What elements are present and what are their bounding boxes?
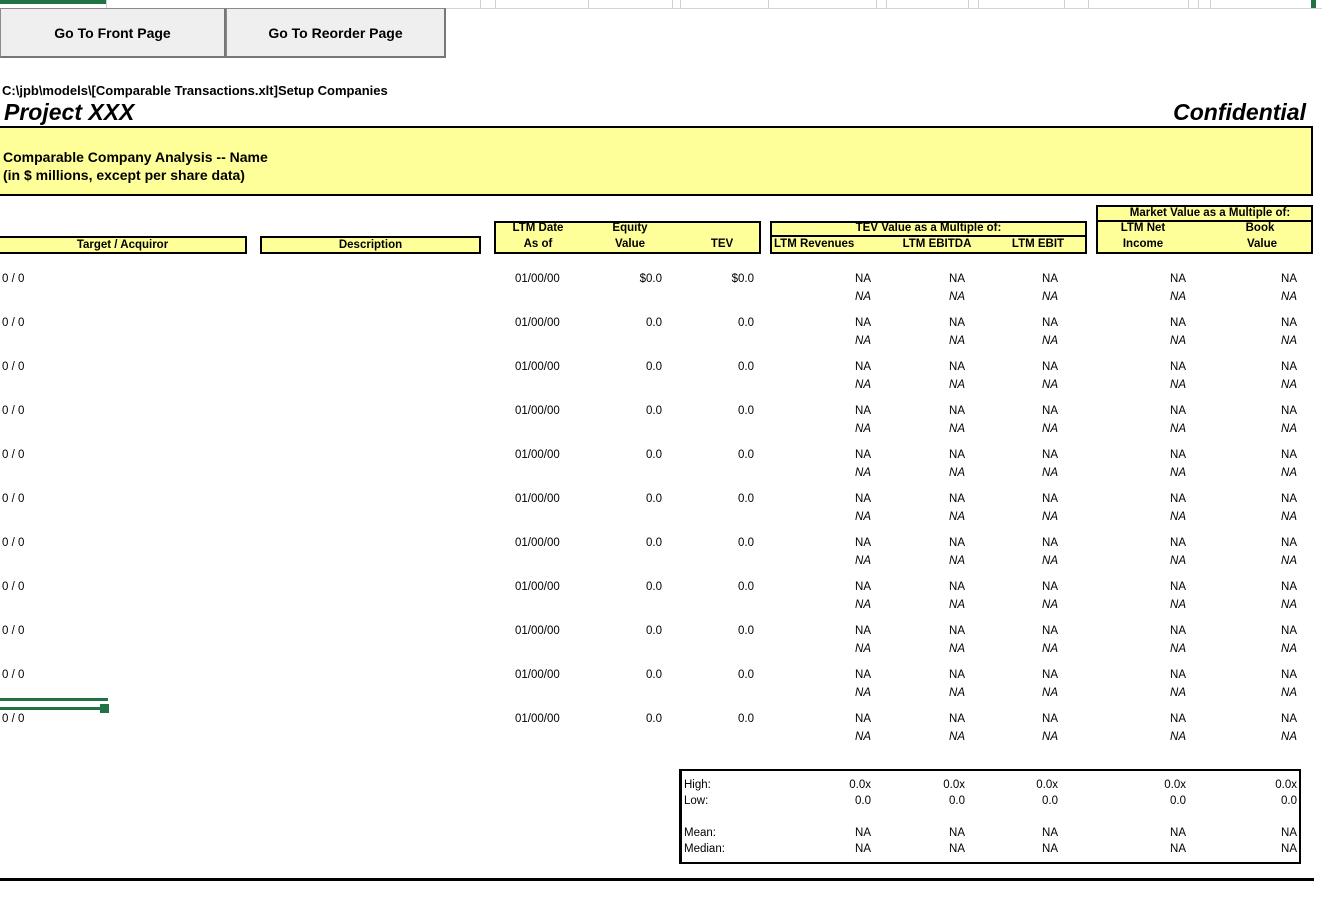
row-ebitda-value: NA xyxy=(949,273,965,285)
header-target-acquiror xyxy=(0,236,247,254)
analysis-subtitle: (in $ millions, except per share data) xyxy=(3,167,245,183)
header-ltm-net-line1: LTM Net xyxy=(1120,222,1166,234)
stat-label-low: Low: xyxy=(684,795,709,807)
stat-book-low: 0.0 xyxy=(1281,795,1297,807)
row-target-acquiror: 0 / 0 xyxy=(2,273,25,285)
stat-net-mean: NA xyxy=(1170,827,1186,839)
file-path: C:\jpb\models\[Comparable Transactions.xlt]Setup Companies xyxy=(2,83,388,98)
row-equity-value: 0.0 xyxy=(646,669,662,681)
row-book-value: NA xyxy=(1281,625,1297,637)
column-divider xyxy=(480,0,481,8)
row-net-value: NA xyxy=(1170,625,1186,637)
row-ebit-forward-value: NA xyxy=(1042,467,1058,479)
header-book-line1: Book xyxy=(1245,222,1275,234)
row-ebitda-forward-value: NA xyxy=(949,335,965,347)
column-divider xyxy=(680,0,681,8)
header-book-line2: Value xyxy=(1246,238,1278,250)
row-ltm-date: 01/00/00 xyxy=(515,405,560,417)
row-book-forward-value: NA xyxy=(1281,423,1297,435)
header-target-acquiror-label: Target / Acquiror xyxy=(76,239,169,251)
row-equity-value: 0.0 xyxy=(646,405,662,417)
row-ltm-date: 01/00/00 xyxy=(515,537,560,549)
stat-book-mean: NA xyxy=(1281,827,1297,839)
row-ebit-value: NA xyxy=(1042,537,1058,549)
row-tev-value: 0.0 xyxy=(738,449,754,461)
row-equity-value: 0.0 xyxy=(646,317,662,329)
row-ebit-forward-value: NA xyxy=(1042,687,1058,699)
row-ebitda-value: NA xyxy=(949,493,965,505)
row-ltm-date: 01/00/00 xyxy=(515,669,560,681)
row-book-forward-value: NA xyxy=(1281,379,1297,391)
row-target-acquiror: 0 / 0 xyxy=(2,493,25,505)
go-to-front-page-button[interactable]: Go To Front Page xyxy=(0,8,226,58)
header-equity-line1: Equity xyxy=(612,222,648,234)
row-target-acquiror: 0 / 0 xyxy=(2,581,25,593)
row-ebit-forward-value: NA xyxy=(1042,291,1058,303)
row-tev-value: 0.0 xyxy=(738,625,754,637)
row-book-value: NA xyxy=(1281,581,1297,593)
column-divider xyxy=(588,0,589,8)
row-net-forward-value: NA xyxy=(1170,731,1186,743)
header-equity-line2: Value xyxy=(614,238,646,250)
confidential-label: Confidential xyxy=(1173,99,1306,125)
row-target-acquiror: 0 / 0 xyxy=(2,361,25,373)
row-rev-value: NA xyxy=(855,493,871,505)
row-ebitda-forward-value: NA xyxy=(949,643,965,655)
cell-selection-border xyxy=(0,707,108,710)
stat-ebit-high: 0.0x xyxy=(1036,779,1058,791)
header-ltm-date-line1: LTM Date xyxy=(512,222,564,234)
column-divider xyxy=(768,0,769,8)
row-net-forward-value: NA xyxy=(1170,555,1186,567)
row-ebitda-forward-value: NA xyxy=(949,379,965,391)
header-description-label: Description xyxy=(338,239,403,251)
column-divider xyxy=(1064,0,1065,8)
row-net-forward-value: NA xyxy=(1170,291,1186,303)
row-rev-forward-value: NA xyxy=(855,643,871,655)
row-ltm-date: 01/00/00 xyxy=(515,317,560,329)
row-equity-value: 0.0 xyxy=(646,449,662,461)
row-rev-forward-value: NA xyxy=(855,511,871,523)
row-net-forward-value: NA xyxy=(1170,379,1186,391)
header-ltm-revenues: LTM Revenues xyxy=(774,238,855,250)
row-rev-value: NA xyxy=(855,361,871,373)
stat-net-low: 0.0 xyxy=(1170,795,1186,807)
header-ltm-net-line2: Income xyxy=(1122,238,1164,250)
row-ebitda-forward-value: NA xyxy=(949,599,965,611)
row-book-forward-value: NA xyxy=(1281,555,1297,567)
row-ebit-value: NA xyxy=(1042,669,1058,681)
row-net-value: NA xyxy=(1170,361,1186,373)
row-book-value: NA xyxy=(1281,405,1297,417)
row-ebitda-value: NA xyxy=(949,581,965,593)
column-divider xyxy=(672,0,673,8)
stat-rev-median: NA xyxy=(855,843,871,855)
row-equity-value: $0.0 xyxy=(639,273,662,285)
row-net-forward-value: NA xyxy=(1170,335,1186,347)
header-market-multiple-title: Market Value as a Multiple of: xyxy=(1129,207,1291,219)
row-rev-value: NA xyxy=(855,669,871,681)
selected-cell-edge xyxy=(1311,0,1316,8)
row-rev-value: NA xyxy=(855,625,871,637)
row-rev-value: NA xyxy=(855,449,871,461)
row-book-forward-value: NA xyxy=(1281,643,1297,655)
stat-ebitda-mean: NA xyxy=(949,827,965,839)
row-net-value: NA xyxy=(1170,449,1186,461)
cell-selection-border xyxy=(0,698,108,701)
row-ltm-date: 01/00/00 xyxy=(515,713,560,725)
row-ebit-forward-value: NA xyxy=(1042,643,1058,655)
column-divider xyxy=(876,0,877,8)
row-equity-value: 0.0 xyxy=(646,493,662,505)
row-ebit-value: NA xyxy=(1042,493,1058,505)
row-target-acquiror: 0 / 0 xyxy=(2,625,25,637)
row-rev-forward-value: NA xyxy=(855,555,871,567)
stat-ebitda-low: 0.0 xyxy=(949,795,965,807)
stat-ebitda-high: 0.0x xyxy=(943,779,965,791)
row-ebit-forward-value: NA xyxy=(1042,511,1058,523)
row-tev-value: 0.0 xyxy=(738,405,754,417)
row-tev-value: 0.0 xyxy=(738,713,754,725)
row-tev-value: $0.0 xyxy=(731,273,754,285)
row-book-forward-value: NA xyxy=(1281,335,1297,347)
row-ebitda-value: NA xyxy=(949,625,965,637)
stat-rev-low: 0.0 xyxy=(855,795,871,807)
row-net-value: NA xyxy=(1170,537,1186,549)
row-net-forward-value: NA xyxy=(1170,423,1186,435)
row-book-value: NA xyxy=(1281,669,1297,681)
row-rev-forward-value: NA xyxy=(855,291,871,303)
row-rev-value: NA xyxy=(855,537,871,549)
row-book-forward-value: NA xyxy=(1281,291,1297,303)
row-ebit-value: NA xyxy=(1042,361,1058,373)
stat-ebit-mean: NA xyxy=(1042,827,1058,839)
stat-net-high: 0.0x xyxy=(1164,779,1186,791)
go-to-reorder-page-button[interactable]: Go To Reorder Page xyxy=(226,8,446,58)
row-tev-value: 0.0 xyxy=(738,581,754,593)
row-ebitda-forward-value: NA xyxy=(949,555,965,567)
row-ebit-value: NA xyxy=(1042,317,1058,329)
row-ebitda-value: NA xyxy=(949,317,965,329)
row-net-value: NA xyxy=(1170,317,1186,329)
row-ebitda-value: NA xyxy=(949,669,965,681)
column-divider xyxy=(978,0,979,8)
row-ebit-forward-value: NA xyxy=(1042,555,1058,567)
row-equity-value: 0.0 xyxy=(646,537,662,549)
row-net-value: NA xyxy=(1170,669,1186,681)
analysis-title: Comparable Company Analysis -- Name xyxy=(3,149,268,165)
header-tev-multiple-title: TEV Value as a Multiple of: xyxy=(855,222,1002,234)
row-book-forward-value: NA xyxy=(1281,511,1297,523)
row-net-value: NA xyxy=(1170,713,1186,725)
row-rev-forward-value: NA xyxy=(855,335,871,347)
row-net-value: NA xyxy=(1170,581,1186,593)
column-divider xyxy=(1088,0,1089,8)
row-rev-value: NA xyxy=(855,581,871,593)
header-divider xyxy=(772,235,1085,237)
row-book-forward-value: NA xyxy=(1281,599,1297,611)
row-book-value: NA xyxy=(1281,317,1297,329)
analysis-title-box xyxy=(0,126,1313,196)
row-ebit-value: NA xyxy=(1042,581,1058,593)
row-ebit-forward-value: NA xyxy=(1042,423,1058,435)
row-book-value: NA xyxy=(1281,273,1297,285)
row-net-value: NA xyxy=(1170,405,1186,417)
row-rev-forward-value: NA xyxy=(855,599,871,611)
row-rev-value: NA xyxy=(855,317,871,329)
row-ebit-value: NA xyxy=(1042,449,1058,461)
row-ebit-forward-value: NA xyxy=(1042,379,1058,391)
bottom-rule xyxy=(0,878,1314,881)
row-book-value: NA xyxy=(1281,361,1297,373)
row-tev-value: 0.0 xyxy=(738,493,754,505)
row-target-acquiror: 0 / 0 xyxy=(2,713,25,725)
row-book-value: NA xyxy=(1281,537,1297,549)
row-book-forward-value: NA xyxy=(1281,467,1297,479)
row-ebitda-forward-value: NA xyxy=(949,467,965,479)
row-ebit-value: NA xyxy=(1042,713,1058,725)
row-ebit-forward-value: NA xyxy=(1042,335,1058,347)
row-rev-forward-value: NA xyxy=(855,687,871,699)
row-equity-value: 0.0 xyxy=(646,581,662,593)
row-net-value: NA xyxy=(1170,273,1186,285)
header-tev: TEV xyxy=(710,238,734,250)
row-rev-value: NA xyxy=(855,273,871,285)
row-target-acquiror: 0 / 0 xyxy=(2,537,25,549)
row-book-forward-value: NA xyxy=(1281,731,1297,743)
row-net-value: NA xyxy=(1170,493,1186,505)
row-rev-value: NA xyxy=(855,405,871,417)
row-ltm-date: 01/00/00 xyxy=(515,581,560,593)
column-divider xyxy=(968,0,969,8)
stat-label-mean: Mean: xyxy=(684,827,716,839)
column-divider xyxy=(495,0,496,8)
row-ebit-forward-value: NA xyxy=(1042,731,1058,743)
column-divider xyxy=(1198,0,1199,8)
row-net-forward-value: NA xyxy=(1170,467,1186,479)
stat-book-median: NA xyxy=(1281,843,1297,855)
row-ebitda-value: NA xyxy=(949,361,965,373)
row-ltm-date: 01/00/00 xyxy=(515,625,560,637)
project-title: Project XXX xyxy=(4,99,135,125)
stat-ebit-median: NA xyxy=(1042,843,1058,855)
row-ebitda-forward-value: NA xyxy=(949,423,965,435)
stat-rev-high: 0.0x xyxy=(849,779,871,791)
row-net-forward-value: NA xyxy=(1170,687,1186,699)
row-ebitda-forward-value: NA xyxy=(949,511,965,523)
row-ebitda-forward-value: NA xyxy=(949,731,965,743)
row-target-acquiror: 0 / 0 xyxy=(2,449,25,461)
summary-statistics-box xyxy=(679,769,1301,864)
row-ebitda-value: NA xyxy=(949,449,965,461)
stat-ebitda-median: NA xyxy=(949,843,965,855)
row-ebitda-value: NA xyxy=(949,713,965,725)
row-target-acquiror: 0 / 0 xyxy=(2,669,25,681)
row-net-forward-value: NA xyxy=(1170,643,1186,655)
stat-label-high: High: xyxy=(684,779,711,791)
row-tev-value: 0.0 xyxy=(738,669,754,681)
row-net-forward-value: NA xyxy=(1170,511,1186,523)
row-rev-forward-value: NA xyxy=(855,467,871,479)
header-ltm-ebit: LTM EBIT xyxy=(1011,238,1065,250)
row-rev-forward-value: NA xyxy=(855,379,871,391)
row-ebitda-value: NA xyxy=(949,405,965,417)
column-divider xyxy=(106,0,107,8)
stat-rev-mean: NA xyxy=(855,827,871,839)
column-divider xyxy=(1210,0,1211,8)
row-net-forward-value: NA xyxy=(1170,599,1186,611)
selected-column-indicator xyxy=(0,0,106,4)
row-ltm-date: 01/00/00 xyxy=(515,273,560,285)
row-book-value: NA xyxy=(1281,493,1297,505)
row-ebit-value: NA xyxy=(1042,273,1058,285)
row-ebitda-forward-value: NA xyxy=(949,291,965,303)
row-ebitda-forward-value: NA xyxy=(949,687,965,699)
row-tev-value: 0.0 xyxy=(738,537,754,549)
row-target-acquiror: 0 / 0 xyxy=(2,317,25,329)
row-tev-value: 0.0 xyxy=(738,317,754,329)
fill-handle[interactable] xyxy=(100,704,109,713)
row-ltm-date: 01/00/00 xyxy=(515,493,560,505)
row-equity-value: 0.0 xyxy=(646,625,662,637)
row-ebit-value: NA xyxy=(1042,625,1058,637)
row-ebit-forward-value: NA xyxy=(1042,599,1058,611)
row-rev-forward-value: NA xyxy=(855,423,871,435)
row-book-value: NA xyxy=(1281,449,1297,461)
column-divider xyxy=(886,0,887,8)
stat-ebit-low: 0.0 xyxy=(1042,795,1058,807)
header-ltm-date-line2: As of xyxy=(523,238,553,250)
row-equity-value: 0.0 xyxy=(646,361,662,373)
row-ebit-value: NA xyxy=(1042,405,1058,417)
row-equity-value: 0.0 xyxy=(646,713,662,725)
row-ltm-date: 01/00/00 xyxy=(515,449,560,461)
row-ebitda-value: NA xyxy=(949,537,965,549)
header-description xyxy=(260,236,481,254)
stat-label-median: Median: xyxy=(684,843,725,855)
column-divider xyxy=(1188,0,1189,8)
stat-net-median: NA xyxy=(1170,843,1186,855)
header-ltm-ebitda: LTM EBITDA xyxy=(902,238,972,250)
row-ltm-date: 01/00/00 xyxy=(515,361,560,373)
stat-book-high: 0.0x xyxy=(1275,779,1297,791)
row-target-acquiror: 0 / 0 xyxy=(2,405,25,417)
row-tev-value: 0.0 xyxy=(738,361,754,373)
row-book-forward-value: NA xyxy=(1281,687,1297,699)
row-rev-value: NA xyxy=(855,713,871,725)
row-book-value: NA xyxy=(1281,713,1297,725)
row-rev-forward-value: NA xyxy=(855,731,871,743)
